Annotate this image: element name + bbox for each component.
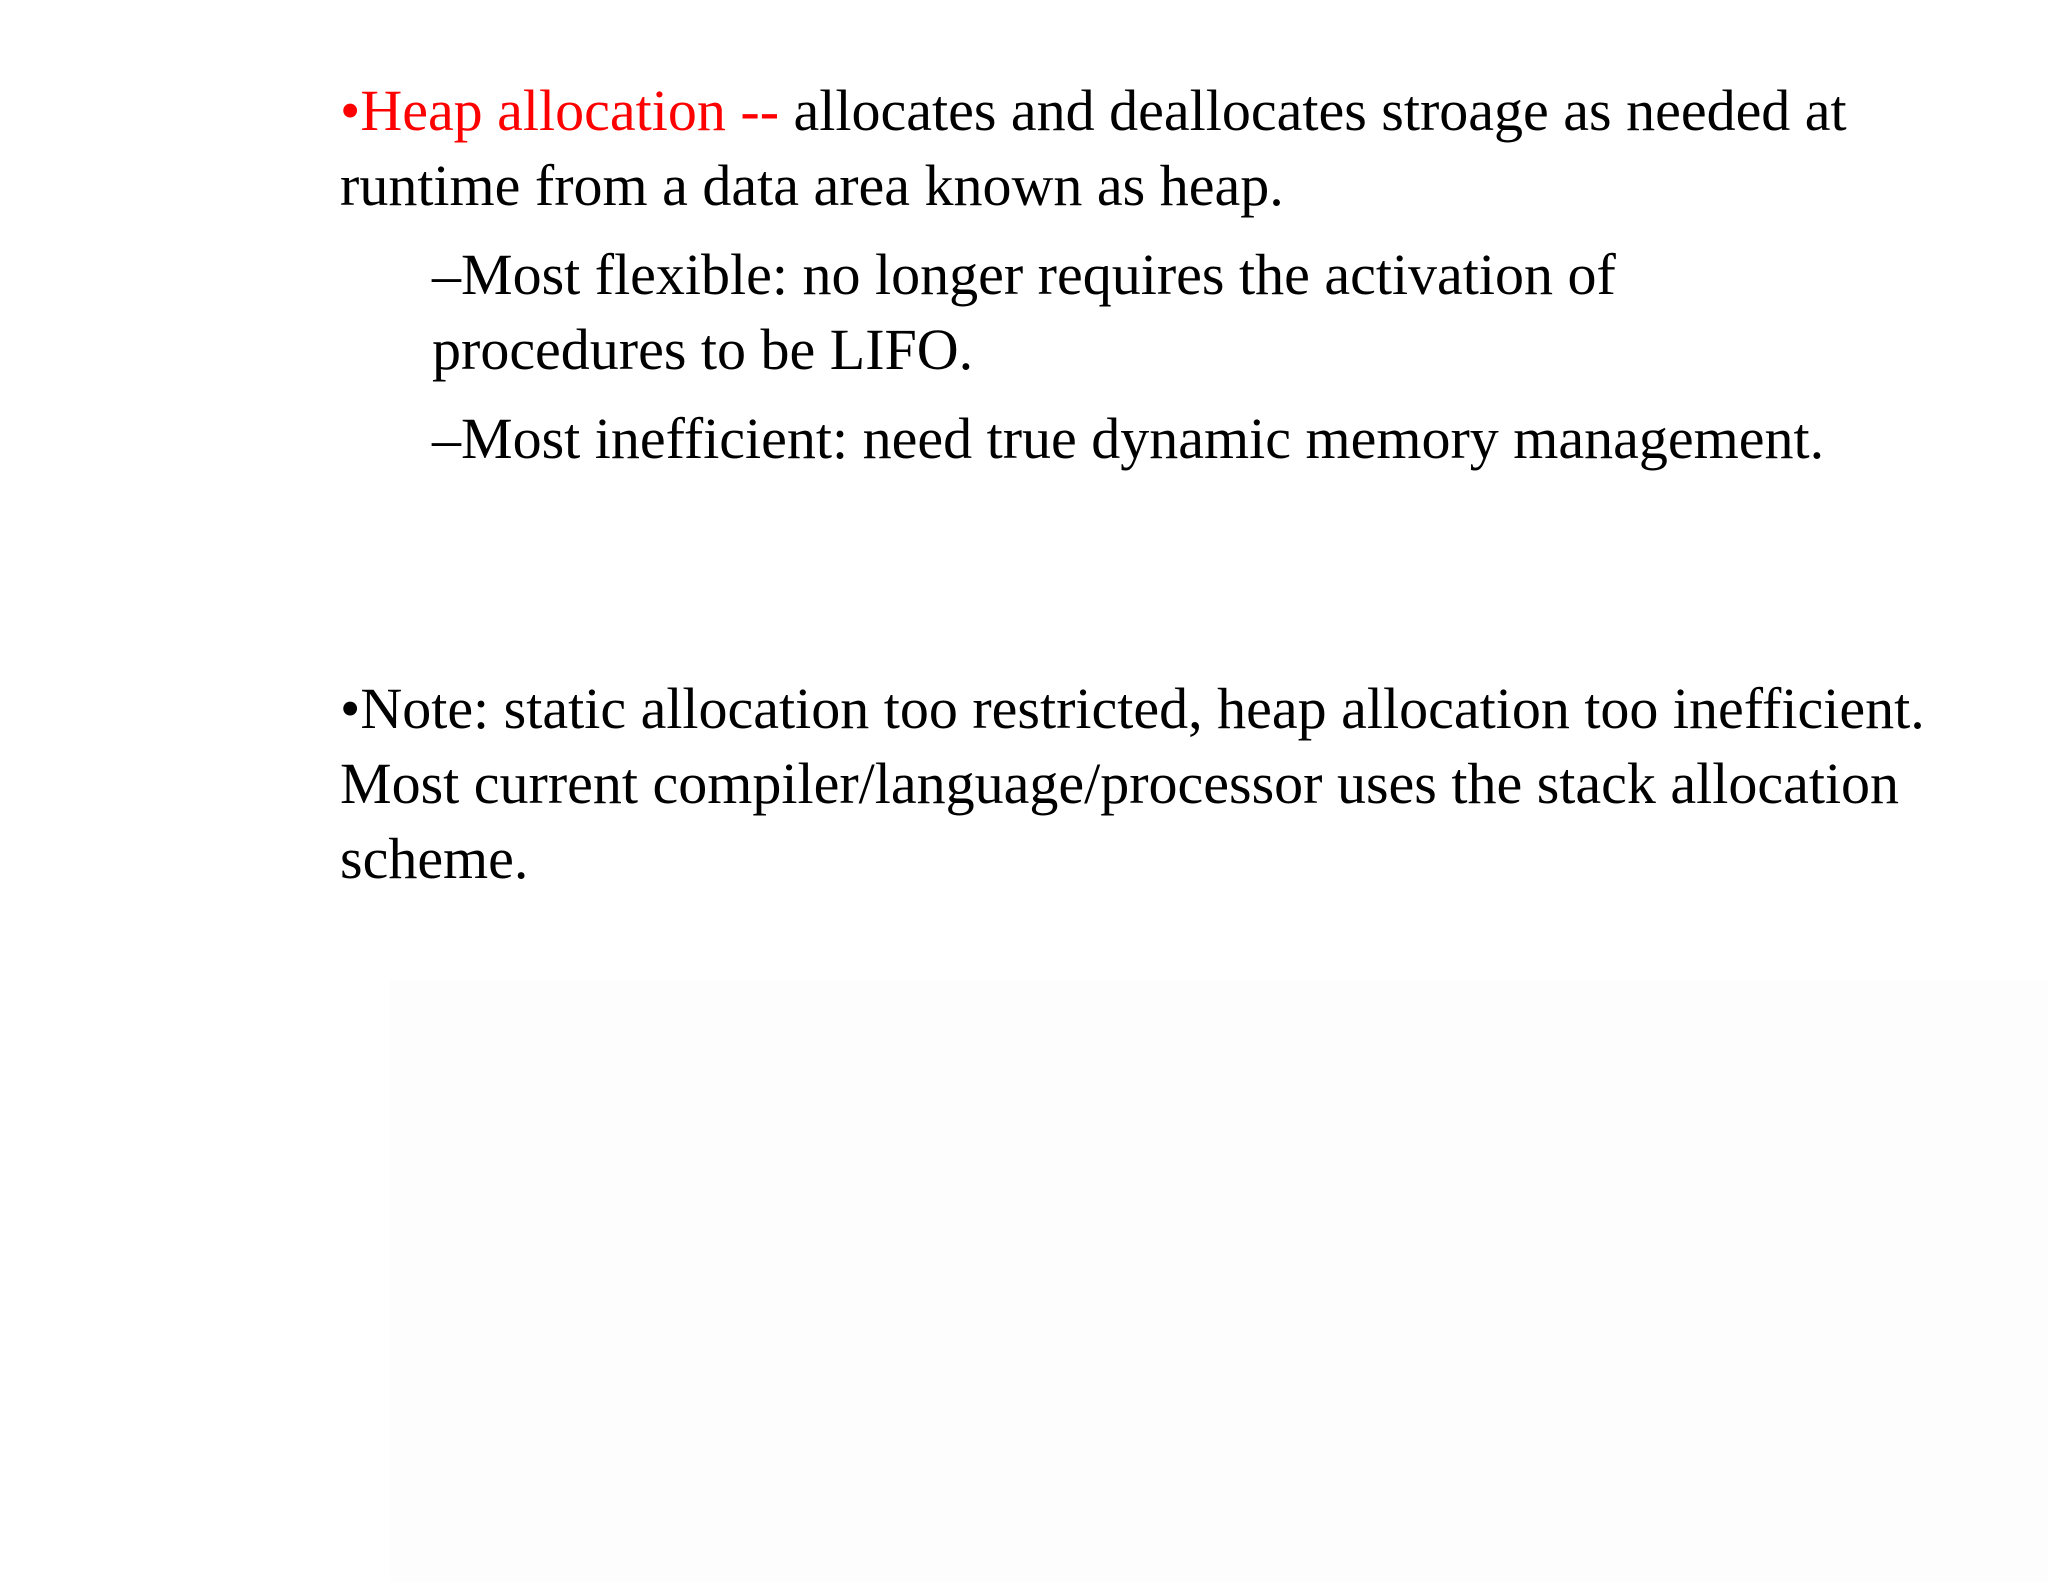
- term-separator: --: [725, 78, 780, 143]
- background-shade: [390, 980, 2048, 1582]
- sub-bullet-most-flexible: [432, 237, 1792, 387]
- bullet-heap-allocation: [340, 73, 1940, 223]
- heap-allocation-term: Heap allocation: [360, 78, 726, 143]
- sub-bullet-text: Most inefficient: need true dynamic memory management.: [461, 406, 1825, 471]
- heap-allocation-description: allocates and deallocates stroage as needed at runtime from a data area known as heap.: [340, 78, 1847, 218]
- bullet-note: [340, 671, 1960, 896]
- bullet-marker: •: [340, 78, 361, 143]
- sub-bullet-most-inefficient: [432, 401, 1992, 476]
- sub-bullet-marker: –: [432, 406, 461, 471]
- bullet-marker: •: [340, 676, 361, 741]
- note-text: Note: static allocation too restricted, heap allocation too inefficient. Most current compiler/language/processor uses the stack allocation scheme.: [340, 676, 1925, 891]
- sub-bullet-text: Most flexible: no longer requires the activation of procedures to be LIFO.: [432, 242, 1616, 382]
- sub-bullet-marker: –: [432, 242, 461, 307]
